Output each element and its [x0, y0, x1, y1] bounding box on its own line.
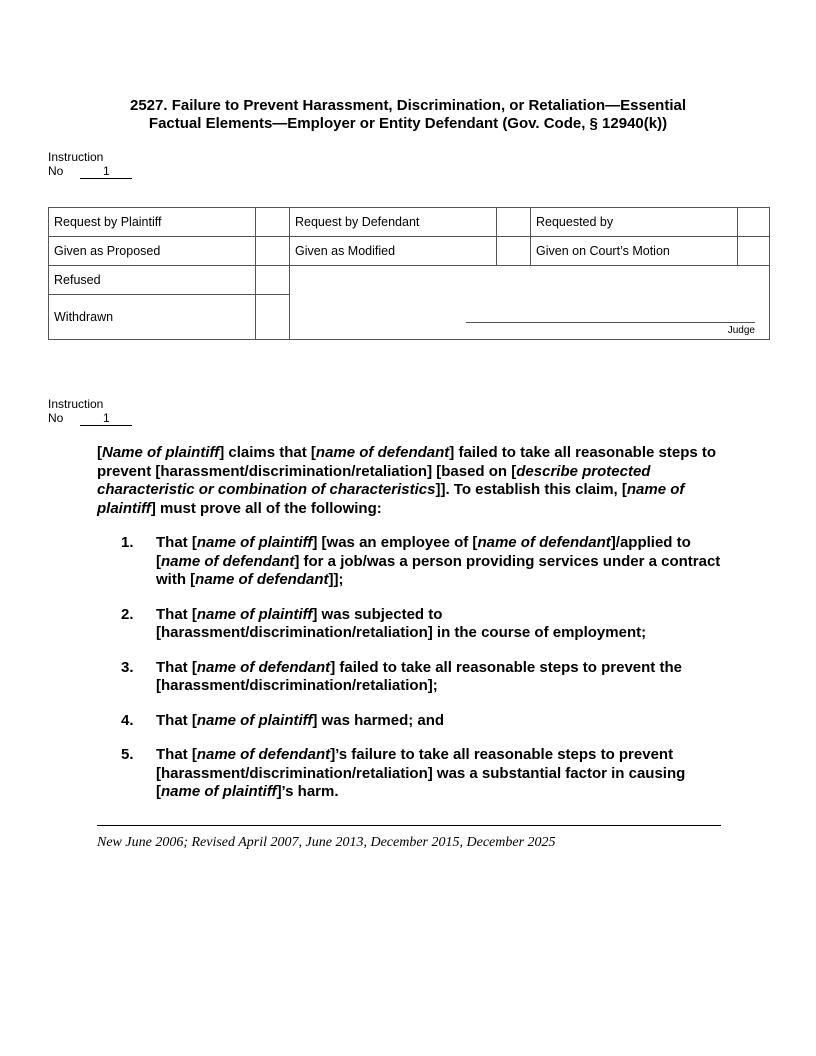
request-by-plaintiff-label: Request by Plaintiff: [49, 208, 256, 237]
instruction-intro-paragraph: [Name of plaintiff] claims that [name of defendant] failed to take all reasonable steps to prevent [harassment/discrimination/retaliation] [based on [describe protected characteristic or combination of characteristics]]. To establish this claim, [name of plaintiff] must prove all of the following:: [97, 444, 717, 517]
no-label: No: [48, 164, 64, 178]
withdrawn-checkbox[interactable]: [256, 295, 290, 340]
no-label: No: [48, 411, 64, 425]
list-item: 3. That [name of defendant] failed to take all reasonable steps to prevent the [harassment/discrimination/retaliation];: [121, 658, 682, 694]
essential-elements-list: [97, 534, 722, 818]
instruction-title: [60, 97, 756, 133]
item-number: 3.: [121, 658, 134, 676]
request-by-defendant-checkbox[interactable]: [497, 208, 531, 237]
withdrawn-label: Withdrawn: [49, 295, 256, 340]
instruction-label: Instruction: [48, 150, 104, 164]
list-item: 5. That [name of defendant]’s failure to take all reasonable steps to prevent [harassment/discrimination/retaliation] was a substantial factor in causing [name of plaintiff]’s harm.: [121, 746, 686, 800]
divider: [97, 825, 721, 826]
title-line-1: 2527. Failure to Prevent Harassment, Discrimination, or Retaliation—Essential: [129, 97, 687, 114]
judge-label: Judge: [727, 325, 755, 336]
instruction-number-field[interactable]: 1: [80, 412, 132, 426]
judge-signature-area[interactable]: [290, 266, 770, 340]
refused-checkbox[interactable]: [256, 266, 290, 295]
request-by-plaintiff-checkbox[interactable]: [256, 208, 290, 237]
given-as-modified-checkbox[interactable]: [497, 237, 531, 266]
instruction-number-bottom: [48, 397, 132, 426]
given-as-proposed-label: Given as Proposed: [49, 237, 256, 266]
item-number: 2.: [121, 605, 134, 623]
given-on-courts-motion-label: Given on Court’s Motion: [531, 237, 738, 266]
requested-by-label: Requested by: [531, 208, 738, 237]
request-by-defendant-label: Request by Defendant: [290, 208, 497, 237]
item-number: 5.: [121, 746, 134, 763]
given-on-courts-motion-checkbox[interactable]: [738, 237, 770, 266]
instruction-disposition-form: [48, 207, 770, 340]
instruction-number-field[interactable]: 1: [80, 165, 132, 179]
list-item: 1. That [name of plaintiff] [was an employee of [name of defendant]/applied to [name of defendant] for a job/was a person providing services under a contract with [name of defendant]];: [121, 534, 721, 588]
item-number: 1.: [121, 534, 134, 551]
requested-by-checkbox[interactable]: [738, 208, 770, 237]
revision-history: New June 2006; Revised April 2007, June 2013, December 2015, December 2025: [97, 835, 556, 850]
judge-signature-line: [466, 322, 755, 323]
list-item: 2. That [name of plaintiff] was subjected to [harassment/discrimination/retaliation] in the course of employment;: [121, 605, 647, 641]
item-number: 4.: [121, 711, 134, 729]
title-line-2: Factual Elements—Employer or Entity Defendant (Gov. Code, § 12940(k)): [148, 115, 668, 132]
given-as-proposed-checkbox[interactable]: [256, 237, 290, 266]
refused-label: Refused: [49, 266, 256, 295]
instruction-number-top: [48, 150, 132, 179]
instruction-label: Instruction: [48, 397, 104, 411]
given-as-modified-label: Given as Modified: [290, 237, 497, 266]
list-item: 4. That [name of plaintiff] was harmed; and: [121, 711, 445, 729]
